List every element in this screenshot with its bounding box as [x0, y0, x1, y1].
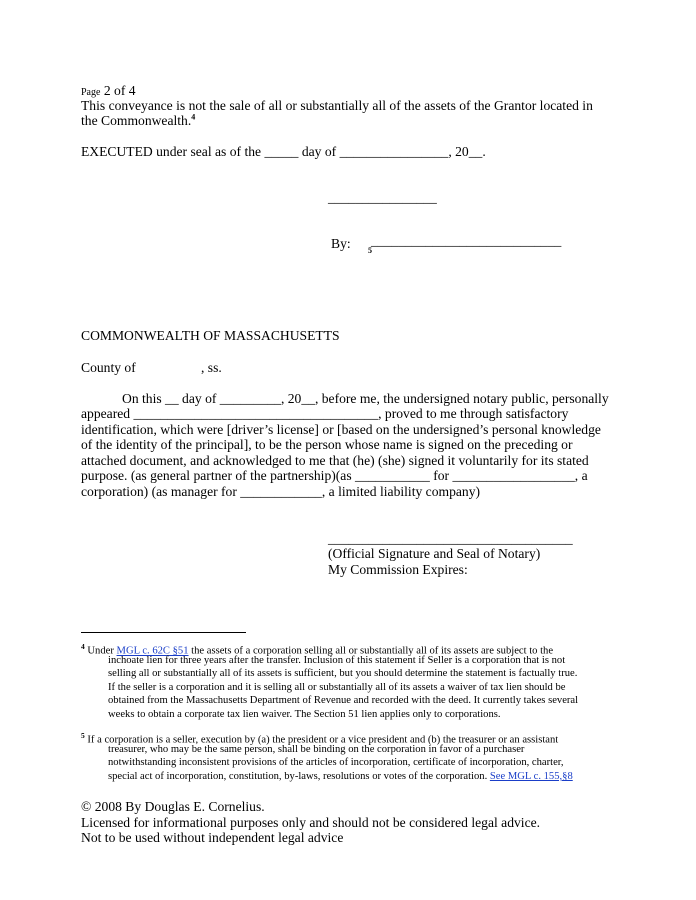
- footnote-4-line-6: weeks to obtain a corporate tax lien waiver. The Section 51 lien applies only to corporations.: [108, 709, 501, 720]
- footnote-5-text-end: special act of incorporation, constitution, by-laws, resolutions or votes of the corporation.: [108, 771, 490, 782]
- footnote-5-line-3: notwithstanding inconsistent provisions of the articles of incorporation, certificate of incorporation, charter,: [108, 757, 564, 768]
- notary-line-6: purpose. (as general partner of the partnership)(as ___________ for __________________, a: [81, 468, 588, 483]
- conveyance-line-2: [81, 113, 195, 129]
- signature-line: ________________: [328, 190, 437, 205]
- commission-expires-label: My Commission Expires:: [328, 562, 468, 577]
- footnote-separator: [81, 632, 246, 633]
- footnote-ref-4[interactable]: 4: [191, 112, 196, 122]
- footnote-4-pre: Under: [87, 645, 117, 657]
- footnote-ref-5[interactable]: 5: [368, 246, 372, 255]
- footnote-5-line-4: [108, 770, 573, 783]
- notary-line-7: corporation) (as manager for ____________, a limited liability company): [81, 484, 481, 499]
- official-signature-label: (Official Signature and Seal of Notary): [328, 546, 541, 561]
- notary-line-4: of the identity of the principal], to be the person whose name is signed on the preceding or: [81, 437, 573, 452]
- footnote-5-line-2: treasurer, who may be the same person, shall be binding on the corporation in favor of a purchaser: [108, 744, 525, 755]
- footnote-4-number: 4: [81, 642, 85, 651]
- conveyance-line-1: This conveyance is not the sale of all or substantially all of the assets of the Grantor located in: [81, 98, 593, 113]
- notary-line-5: attached document, and acknowledged to me that (he) (she) signed it voluntarily for its stated: [81, 453, 589, 468]
- footnote-4-post: the assets of a corporation selling all or substantially all of its assets are subject to the: [188, 645, 554, 657]
- page-count: 2 of 4: [103, 83, 136, 98]
- county-label: County of: [81, 360, 136, 375]
- footnote-4-line-5: obtained from the Massachusetts Department of Revenue and recorded with the deed. It currently takes several: [108, 695, 579, 706]
- disclaimer-line-2: Not to be used without independent legal advice: [81, 830, 344, 845]
- notary-signature-line: ____________________________________: [328, 531, 573, 546]
- footnote-4-line-4: If the seller is a corporation and it is selling all or substantially all of its assets a waiver of tax lien should be: [108, 682, 566, 693]
- executed-line: EXECUTED under seal as of the _____ day of ________________, 20__.: [81, 144, 486, 159]
- by-label: By:: [331, 236, 351, 251]
- footnote-4-line-2: inchoate lien for three years after the transfer. Inclusion of this statement if Seller is a corporation that is not: [108, 655, 566, 666]
- footnote-5-number: 5: [81, 731, 85, 740]
- disclaimer-line-1: Licensed for informational purposes only and should not be considered legal advice.: [81, 815, 541, 830]
- copyright-line: © 2008 By Douglas E. Cornelius.: [81, 799, 265, 814]
- mgl-62c-link[interactable]: MGL c. 62C §51: [116, 645, 189, 657]
- notary-line-2: appeared ____________________________________, proved to me through satisfactory: [81, 406, 569, 421]
- county-suffix: , ss.: [201, 360, 222, 375]
- commonwealth-heading: COMMONWEALTH OF MASSACHUSETTS: [81, 328, 340, 343]
- by-signature-line: ____________________________: [371, 233, 562, 248]
- notary-line-3: identification, which were [driver’s license] or [based on the undersigned’s personal knowledge: [81, 422, 601, 437]
- page-word: Page: [81, 87, 101, 98]
- footnote-5-text: If a corporation is a seller, execution by (a) the president or a vice president and (b) the treasurer or an assistant: [87, 734, 559, 746]
- footnote-4-line-3: selling all or substantially all of its assets is sufficient, but you should determine the statement is factually true.: [108, 668, 578, 679]
- notary-line-1: On this __ day of _________, 20__, before me, the undersigned notary public, personally: [122, 391, 609, 406]
- mgl-155-link[interactable]: See MGL c. 155,§8: [489, 771, 573, 782]
- conveyance-text: the Commonwealth.: [81, 113, 192, 128]
